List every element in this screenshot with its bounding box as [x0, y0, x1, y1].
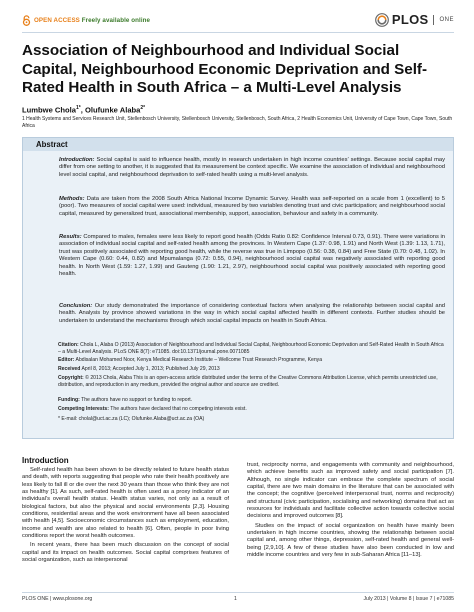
author-list: [22, 105, 145, 115]
meta-label: Funding:: [58, 397, 80, 403]
plos-logo-icon: [375, 13, 389, 27]
abstract-methods: [59, 196, 445, 218]
plos-wordmark: PLOS: [391, 12, 429, 27]
open-access-lock-icon: [22, 15, 31, 26]
open-access-badge[interactable]: [22, 15, 150, 26]
abstract-conclusion: [59, 303, 445, 325]
affiliations: 1 Health Systems and Services Research Unit, Stellenbosch University, Stellenbosch University, Stellenbosch, South Africa, 2 Health Economics Unit, University of Cape Town, Cape Town, South Africa: [22, 116, 453, 129]
abstract-section-label: Methods:: [59, 196, 85, 202]
page-footer: [22, 596, 454, 604]
header-rule: [22, 32, 454, 33]
body-left-column: [22, 467, 229, 566]
dates-line: [58, 366, 444, 373]
logo-separator: [433, 15, 434, 25]
email-line[interactable]: [58, 416, 444, 423]
open-access-label: OPEN ACCESS Freely available online: [34, 17, 151, 24]
meta-text[interactable]: Chola L, Alaba O (2013) Association of Neighbourhood and Individual Social Capital, Neighbourhood Economic Deprivation and Self-Rated Health in South Africa – a Multi-Level Analysis. PLoS ONE 8(7): e71085. doi:10.1371/journal.pone.0071085: [58, 342, 444, 355]
abstract-introduction: [59, 157, 445, 179]
meta-label: Editor:: [58, 357, 75, 363]
citation-line: [58, 342, 444, 355]
abstract-section-text: Compared to males, females were less likely to report good health (Odds Ratio 0.82: Confidence Interval 0.73, 0.91). There were variations in association of individual social capital and self-rated health among the provinces. In Western Cape (1.37: 0.98, 1.91) and North West (1.39: 1.13, 1.71), trust was positively associated with reporting good health, while the reverse was true in Limpopo (0.56: 0.38, 0.84) and Free State (0.70: 0.48, 1.02). In Western Cape (0.60: 0.44, 0.82) and Mpumalanga (0.72: 0.55, 0.94), neighbourhood social capital was negatively associated with reporting good health. In North West (1.59: 1.27, 1.99) and Gauteng (1.90: 1.21, 2.97), neighbourhood social capital was positively associated with reporting good health.: [59, 234, 445, 278]
abstract-header-band: [23, 138, 453, 151]
abstract-results: [59, 234, 445, 278]
journal-header: [0, 0, 474, 40]
journal-name: ONE: [439, 16, 454, 23]
funding-line: [58, 397, 444, 404]
meta-text: The authors have no support or funding to report.: [79, 397, 193, 403]
body-right-column: [247, 462, 454, 561]
footer-issue-info: July 2013 | Volume 8 | Issue 7 | e71085: [363, 596, 454, 602]
author-name[interactable]: Olufunke Alaba: [84, 105, 141, 115]
footer-rule: [22, 592, 454, 593]
abstract-section-text: Our study demonstrated the importance of considering contextual factors when analysing the relationship between social capital and health. Analysis by province showed variations in the way in which social capital affected health in different contexts. Further studies should be undertaken to understand the mechanisms through which social capital impacts on health in South Africa.: [59, 303, 445, 324]
author-name[interactable]: Lumbwe Chola: [22, 105, 77, 115]
copyright-line: [58, 375, 444, 388]
body-paragraph: Self-rated health has been shown to be directly related to future health status and death, with reports suggesting that people who rate their health positively are less likely to fall ill or die over the next 30 years than those who think they are not as healthy [1]. As such, self-rated health is often used as a proxy indicator of an individual’s overall health status. Health status varies, not only as a result of biological factors, but also the physical and social environments [2,3]. Housing conditions, residential areas and the work environment have all been associated with health [4,5]. Socioeconomic circumstances such as employment, education, income and wealth are also related to health [6]. Often, people in poor living conditions report the worst health outcomes.: [22, 467, 229, 540]
abstract-section-text: Data are taken from the 2008 South Africa National Income Dynamic Survey. Health was self-reported on a scale from 1 (excellent) to 5 (poor). Two measures of social capital were used: individual, measured by two variables denoting trust and civic participation; and neighbourhood social capital, measured by generalized trust, associational membership, support, association, behaviour and safety in a community.: [59, 196, 445, 217]
meta-label: Received: [58, 366, 81, 372]
meta-label: Copyright:: [58, 375, 84, 381]
meta-text: April 8, 2013; Accepted July 1, 2013; Published July 29, 2013: [80, 366, 220, 372]
meta-text[interactable]: * E-mail: cholal@uct.ac.za (LC); Olufunke.Alaba@uct.ac.za (OA): [58, 416, 205, 422]
plos-one-logo[interactable]: [375, 12, 454, 27]
competing-interests-line: [58, 406, 444, 413]
author-affiliation-marker: 1*: [76, 105, 81, 111]
body-paragraph: Studies on the impact of social organization on health have mainly been undertaken in high income countries, showing the relationship between social capital and, among other things, depression, self-rated health and general well-being [2,9,10]. A few of these studies have also been conducted in low and middle income countries and very few in sub-Saharan Africa [11–13].: [247, 522, 454, 559]
introduction-heading: Introduction: [22, 456, 69, 465]
editor-line: [58, 357, 444, 364]
abstract-section-label: Introduction:: [59, 157, 95, 163]
author-affiliation-marker: 2*: [140, 105, 146, 111]
abstract-section-label: Results:: [59, 234, 82, 240]
abstract-box: [22, 137, 454, 439]
abstract-section-text: Social capital is said to influence health, mostly in research undertaken in high income countries’ settings. Because social capital may differ from one setting to another, it is suggested that its measurement be context specific. We examine the association of individual and neighbourhood level social capital, and neighbourhood deprivation to self-rated health using a multi-level analysis.: [59, 157, 445, 178]
meta-text: Abdisalan Mohamed Noor, Kenya Medical Research Institute – Wellcome Trust Research Programme, Kenya: [74, 357, 323, 363]
meta-text: The authors have declared that no competing interests exist.: [108, 406, 247, 412]
meta-text: © 2013 Chola, Alaba This is an open-access article distributed under the terms of the Creative Commons Attribution License, which permits unrestricted use, distribution, and reproduction in any medium, provided the original author and source are credited.: [58, 375, 438, 388]
meta-label: Citation:: [58, 342, 79, 348]
body-paragraph: In recent years, there has been much discussion on the concept of social capital and its impact on health outcomes. Social capital comprises features of social organization, such as interpersonal: [22, 542, 229, 564]
article-title: Association of Neighbourhood and Individual Social Capital, Neighbourhood Economic Deprivation and Self-Rated Health in South Africa – a Multi-Level Analysis: [22, 42, 428, 96]
author-separator: ,: [80, 105, 85, 115]
abstract-heading: Abstract: [36, 140, 68, 149]
abstract-section-label: Conclusion:: [59, 303, 93, 309]
footer-journal-site[interactable]: PLOS ONE | www.plosone.org: [22, 596, 93, 602]
body-paragraph: trust, reciprocity norms, and engagements with community and neighbourhood, which achieve benefits such as improved safety and social participation [7]. Although, no single indicator can embrace the complete spectrum of social capital, there are two main domains in the literature that can be associated with the concept; the cognitive (perceived interpersonal trust, norms and reciprocity) and structural (civic participation, socialising and networking) domains that act as resources for individuals and facilitate collective action towards collective social decisions and improved outcomes [8].: [247, 462, 454, 520]
footer-page-number: 1: [234, 596, 237, 602]
meta-label: Competing Interests:: [58, 406, 109, 412]
